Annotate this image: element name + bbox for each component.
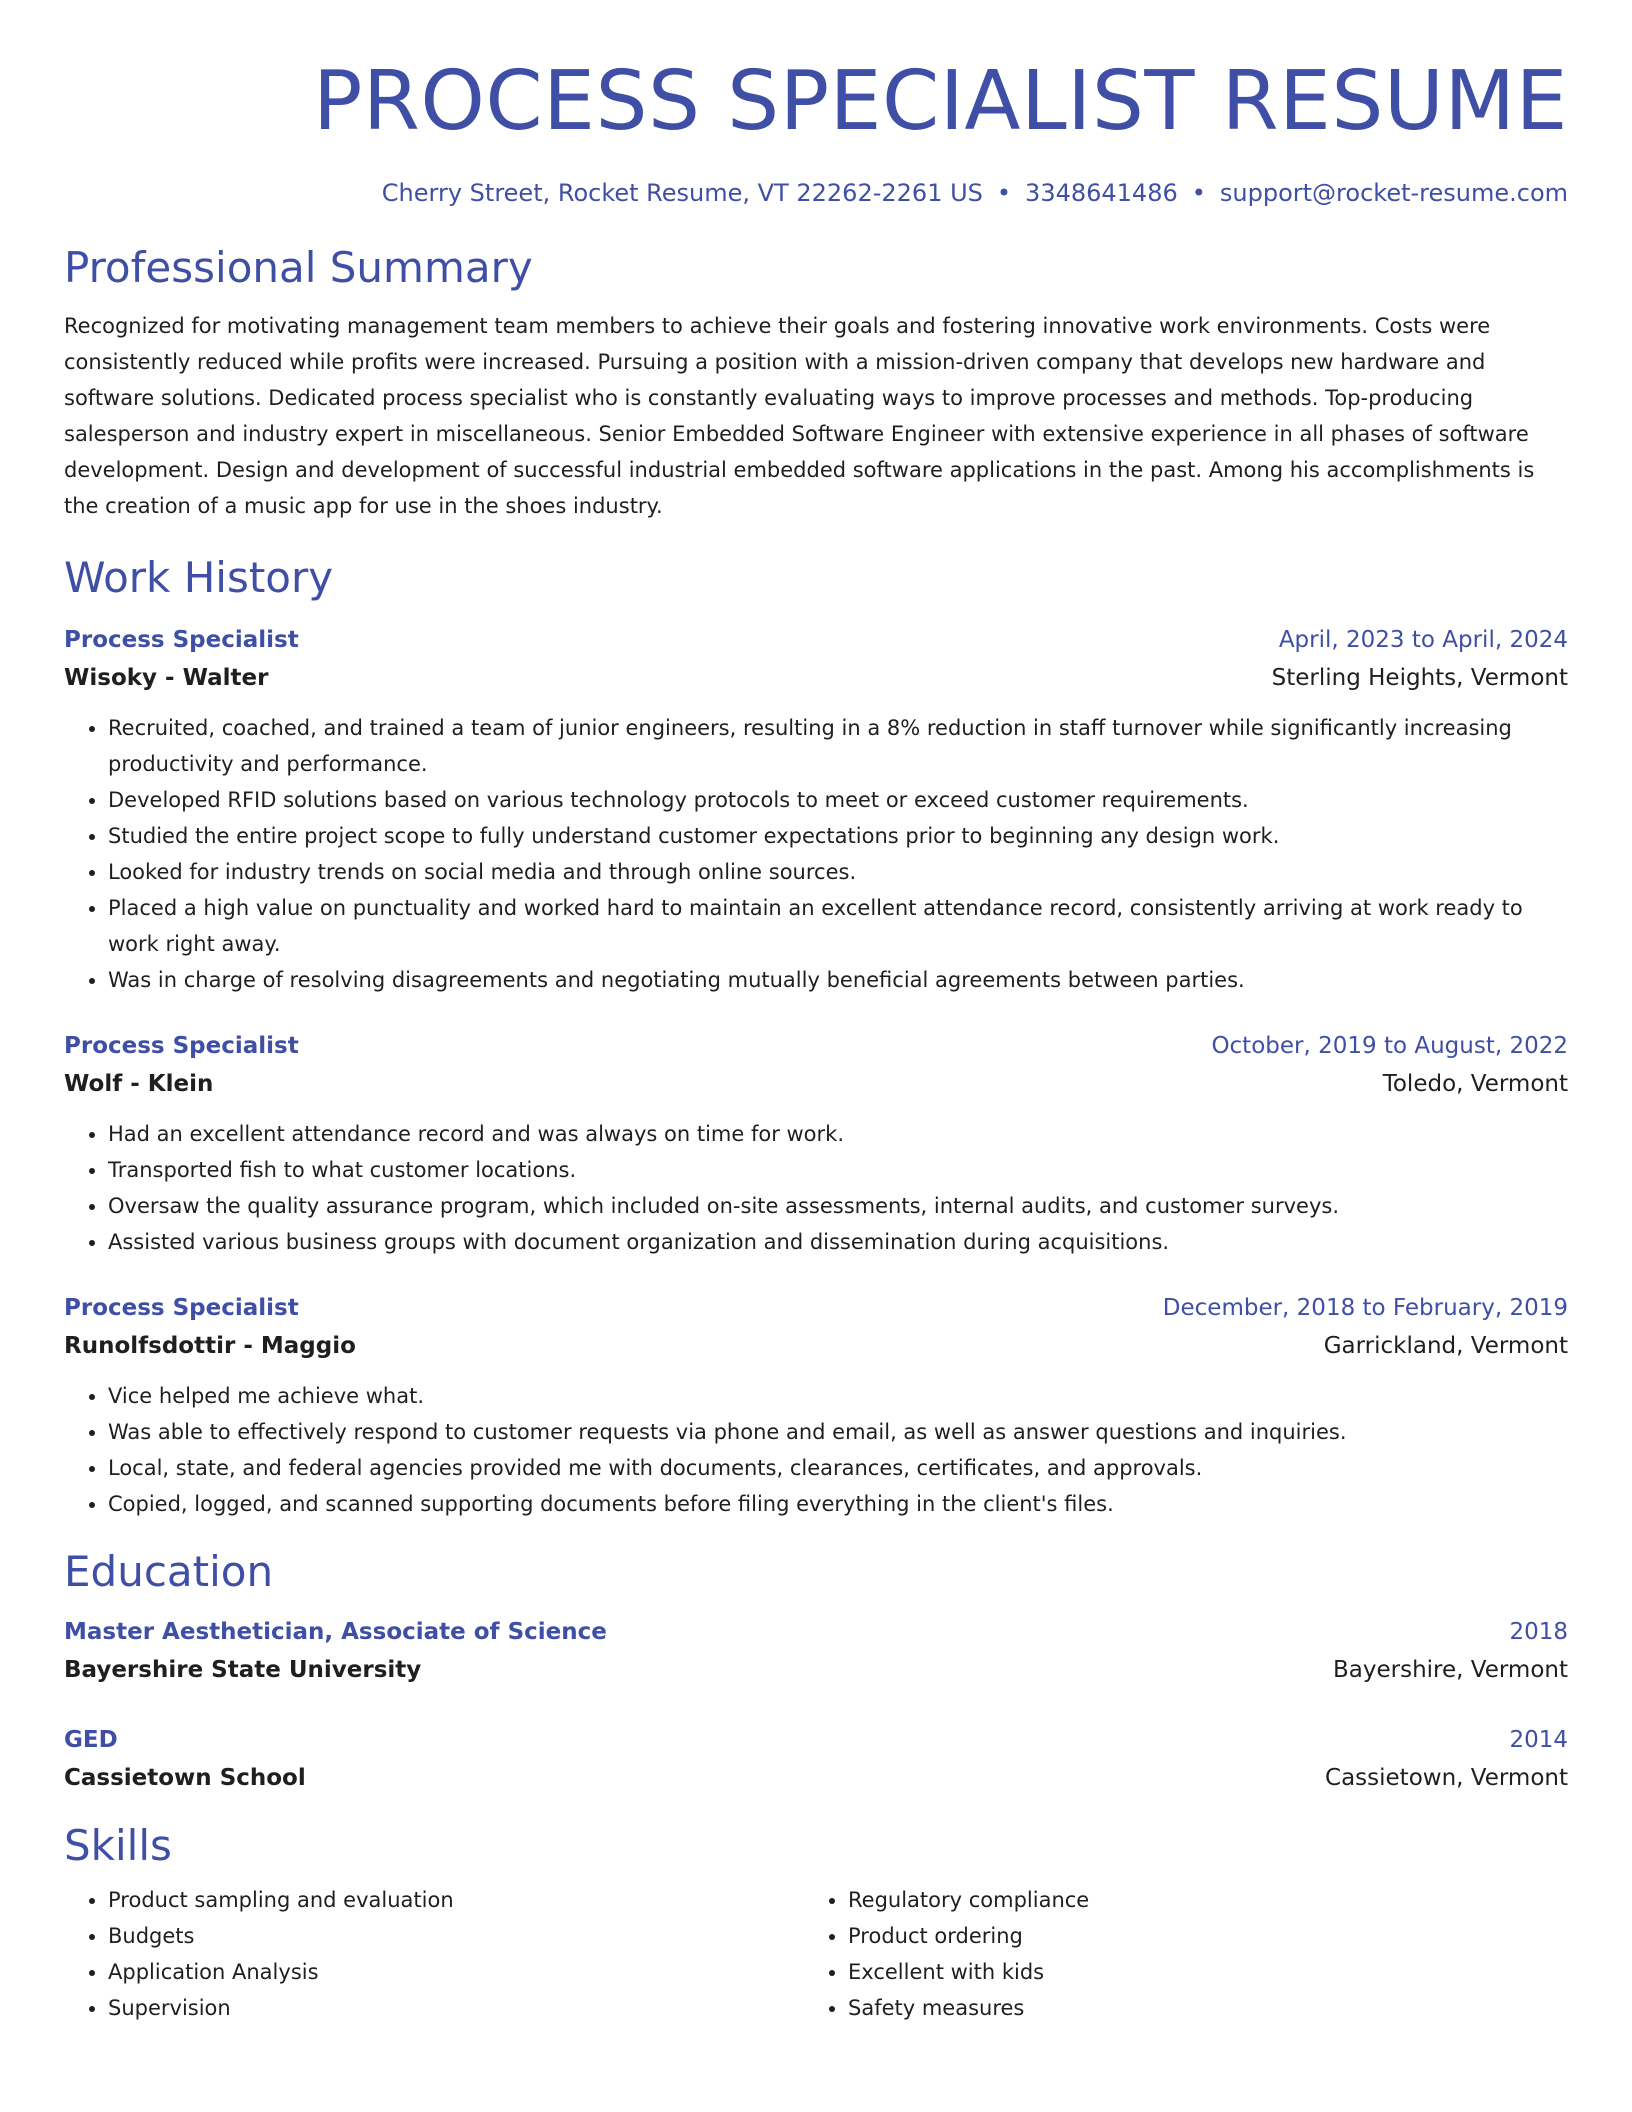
job-dates: April, 2023 to April, 2024 — [1278, 627, 1568, 653]
skills-column-left — [64, 1882, 804, 2026]
job-title: Process Specialist — [64, 1295, 299, 1321]
skill-item: • Budgets — [108, 1918, 804, 1954]
job-bullet: • Transported fish to what customer locations. — [108, 1152, 1568, 1188]
job-bullets — [64, 710, 1568, 998]
education-entry — [64, 1614, 1568, 1690]
job-bullets — [64, 1116, 1568, 1260]
skill-item: • Supervision — [108, 1990, 804, 2026]
skills-grid — [64, 1882, 1568, 2026]
job-bullet: • Assisted various business groups with document organization and dissemination during acquisitions. — [108, 1224, 1568, 1260]
job-bullet: • Copied, logged, and scanned supporting documents before filing everything in the client's files. — [108, 1486, 1568, 1522]
job-bullet: • Developed RFID solutions based on various technology protocols to meet or exceed customer requirements. — [108, 782, 1568, 818]
contact-address: Cherry Street, Rocket Resume, VT 22262-2261 US — [381, 179, 983, 207]
education-location: Bayershire, Vermont — [1333, 1657, 1568, 1683]
skill-item: • Excellent with kids — [848, 1954, 1544, 1990]
contact-line — [64, 178, 1568, 208]
job-bullet: • Looked for industry trends on social media and through online sources. — [108, 854, 1568, 890]
contact-separator: • — [996, 179, 1012, 207]
job-company: Wisoky - Walter — [64, 665, 269, 691]
section-title-summary: Professional Summary — [64, 243, 533, 292]
job-bullets — [64, 1378, 1568, 1522]
skill-item: • Product ordering — [848, 1918, 1544, 1954]
education-year: 2018 — [1509, 1619, 1568, 1645]
education-location: Cassietown, Vermont — [1325, 1765, 1568, 1791]
job-entry — [64, 622, 1568, 998]
section-title-skills: Skills — [64, 1821, 172, 1870]
education-school: Cassietown School — [64, 1765, 306, 1791]
resume-title: PROCESS SPECIALIST RESUME — [312, 54, 1568, 149]
education-entry — [64, 1722, 1568, 1798]
job-title: Process Specialist — [64, 627, 299, 653]
job-bullet: • Had an excellent attendance record and was always on time for work. — [108, 1116, 1568, 1152]
job-bullet: • Vice helped me achieve what. — [108, 1378, 1568, 1414]
job-location: Sterling Heights, Vermont — [1271, 665, 1568, 691]
job-bullet: • Local, state, and federal agencies provided me with documents, clearances, certificates, and approvals. — [108, 1450, 1568, 1486]
section-title-education: Education — [64, 1547, 274, 1596]
job-dates: October, 2019 to August, 2022 — [1211, 1033, 1568, 1059]
resume-header — [64, 52, 1568, 208]
job-title: Process Specialist — [64, 1033, 299, 1059]
job-bullet: • Oversaw the quality assurance program, which included on-site assessments, internal audits, and customer surveys. — [108, 1188, 1568, 1224]
job-entry — [64, 1290, 1568, 1522]
job-location: Toledo, Vermont — [1382, 1071, 1568, 1097]
job-bullet: • Placed a high value on punctuality and worked hard to maintain an excellent attendance record, consistently arriving at work ready to work right away. — [108, 890, 1568, 962]
education-degree: GED — [64, 1727, 118, 1753]
job-dates: December, 2018 to February, 2019 — [1162, 1295, 1568, 1321]
job-bullet: • Was able to effectively respond to customer requests via phone and email, as well as answer questions and inquiries. — [108, 1414, 1568, 1450]
job-company: Wolf - Klein — [64, 1071, 214, 1097]
contact-phone: 3348641486 — [1025, 179, 1178, 207]
skill-item: • Regulatory compliance — [848, 1882, 1544, 1918]
job-location: Garrickland, Vermont — [1323, 1333, 1568, 1359]
education-year: 2014 — [1509, 1727, 1568, 1753]
skill-item: • Safety measures — [848, 1990, 1544, 2026]
job-company: Runolfsdottir - Maggio — [64, 1333, 356, 1359]
skills-column-right — [804, 1882, 1544, 2026]
skill-item: • Product sampling and evaluation — [108, 1882, 804, 1918]
job-bullet: • Was in charge of resolving disagreements and negotiating mutually beneficial agreements between parties. — [108, 962, 1568, 998]
job-bullet: • Recruited, coached, and trained a team of junior engineers, resulting in a 8% reduction in staff turnover while significantly increasing productivity and performance. — [108, 710, 1568, 782]
summary-text: Recognized for motivating management team members to achieve their goals and fostering innovative work environments. Costs were consistently reduced while profits were increased. Pursuing a position with a mission-driven company that develops new hardware and software solutions. Dedicated process specialist who is constantly evaluating ways to improve processes and methods. Top-producing salesperson and industry expert in miscellaneous. Senior Embedded Software Engineer with extensive experience in all phases of software development. Design and development of successful industrial embedded software applications in the past. Among his accomplishments is the creation of a music app for use in the shoes industry. — [64, 314, 1535, 518]
skill-item: • Application Analysis — [108, 1954, 804, 1990]
section-title-work-history: Work History — [64, 553, 334, 602]
education-school: Bayershire State University — [64, 1657, 422, 1683]
job-bullet: • Studied the entire project scope to fully understand customer expectations prior to beginning any design work. — [108, 818, 1568, 854]
job-entry — [64, 1028, 1568, 1260]
education-degree: Master Aesthetician, Associate of Science — [64, 1619, 607, 1645]
contact-email[interactable]: support@rocket-resume.com — [1219, 179, 1568, 207]
contact-separator: • — [1191, 179, 1206, 207]
